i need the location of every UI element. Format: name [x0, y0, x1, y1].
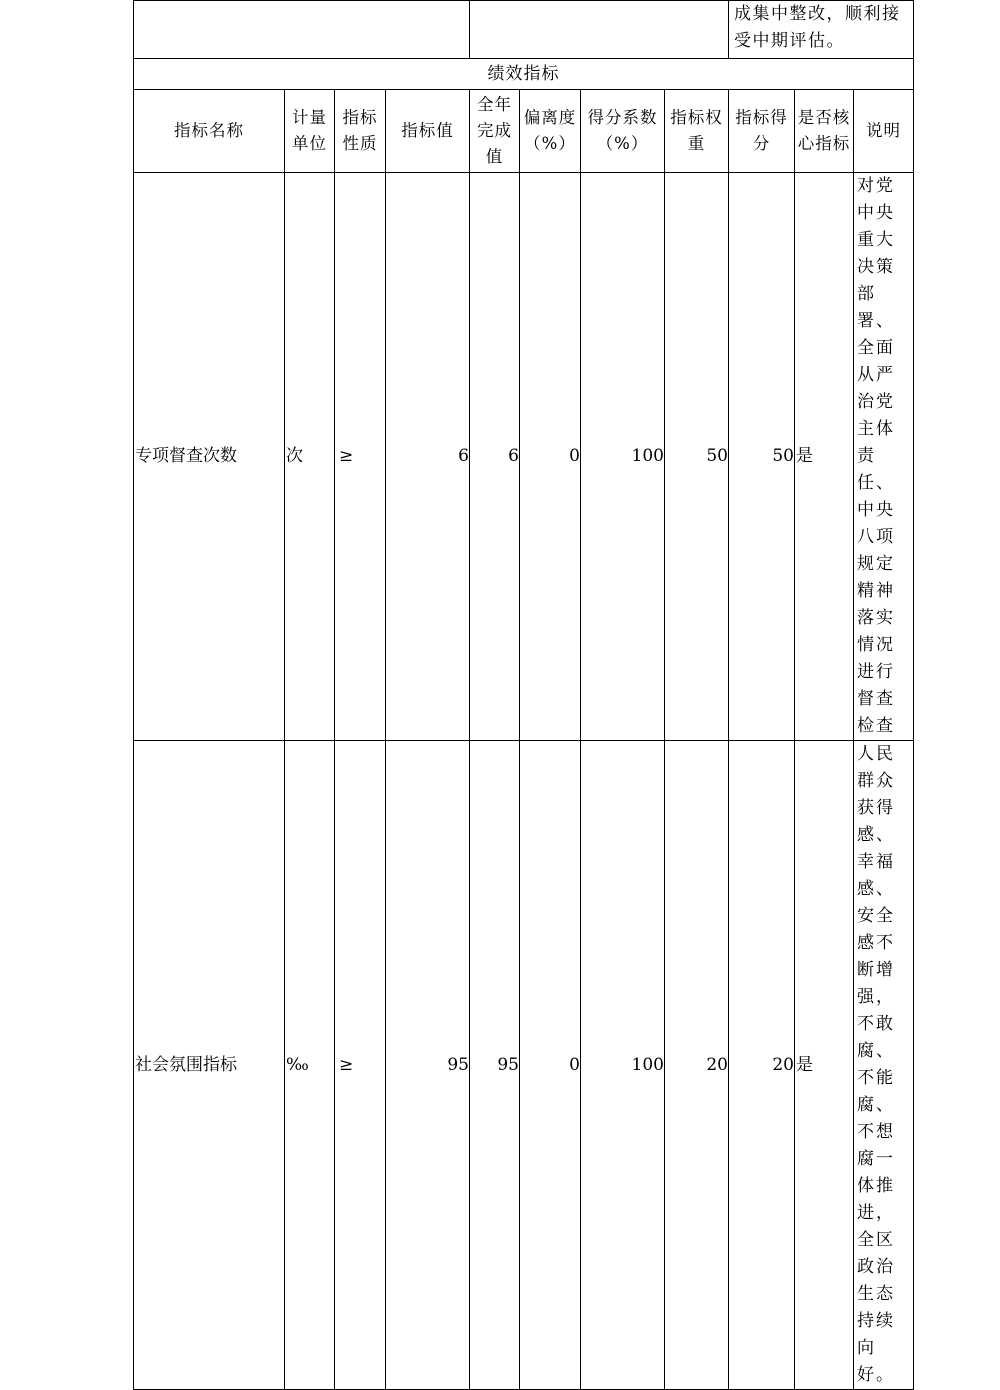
- header-name: 指标名称: [134, 90, 285, 173]
- header-core: 是否核心指标: [795, 90, 854, 173]
- cell-core: 是: [795, 741, 854, 1390]
- cell-deviation: 0: [520, 741, 581, 1390]
- cell-coef: 100: [581, 173, 665, 741]
- cell-name: 专项督查次数: [134, 173, 285, 741]
- top-note-cell: 成集中整改，顺利接受中期评估。: [729, 1, 914, 59]
- header-coef: 得分系数（%）: [581, 90, 665, 173]
- cell-score: 50: [729, 173, 795, 741]
- cell-desc: 对党中央重大决策部署、全面从严治党主体责任、中央八项规定精神落实情况进行督查检查: [854, 173, 914, 741]
- header-value: 指标值: [386, 90, 470, 173]
- top-row: [134, 1, 914, 59]
- header-weight: 指标权重: [665, 90, 729, 173]
- header-unit: 计量单位: [285, 90, 335, 173]
- top-empty-cell-1: [134, 1, 470, 59]
- top-empty-cell-2: [470, 1, 729, 59]
- section-row: [134, 59, 914, 90]
- header-deviation: 偏离度（%）: [520, 90, 581, 173]
- section-title: 绩效指标: [134, 59, 914, 90]
- cell-nature: ≥: [335, 173, 386, 741]
- cell-core: 是: [795, 173, 854, 741]
- cell-value: 6: [386, 173, 470, 741]
- cell-desc: 人民群众获得感、幸福感、安全感不断增强，不敢腐、不能腐、不想腐一体推进，全区政治生态持续向好。: [854, 741, 914, 1390]
- cell-unit: 次: [285, 173, 335, 741]
- table-row: [134, 173, 914, 741]
- header-score: 指标得分: [729, 90, 795, 173]
- header-actual: 全年完成值: [470, 90, 520, 173]
- header-nature: 指标性质: [335, 90, 386, 173]
- cell-weight: 20: [665, 741, 729, 1390]
- cell-weight: 50: [665, 173, 729, 741]
- cell-score: 20: [729, 741, 795, 1390]
- cell-nature: ≥: [335, 741, 386, 1390]
- cell-coef: 100: [581, 741, 665, 1390]
- cell-name: 社会氛围指标: [134, 741, 285, 1390]
- cell-deviation: 0: [520, 173, 581, 741]
- header-desc: 说明: [854, 90, 914, 173]
- cell-actual: 95: [470, 741, 520, 1390]
- cell-value: 95: [386, 741, 470, 1390]
- table-row: [134, 741, 914, 1390]
- header-row: [134, 90, 914, 173]
- cell-actual: 6: [470, 173, 520, 741]
- performance-table: [133, 0, 914, 1390]
- cell-unit: ‰: [285, 741, 335, 1390]
